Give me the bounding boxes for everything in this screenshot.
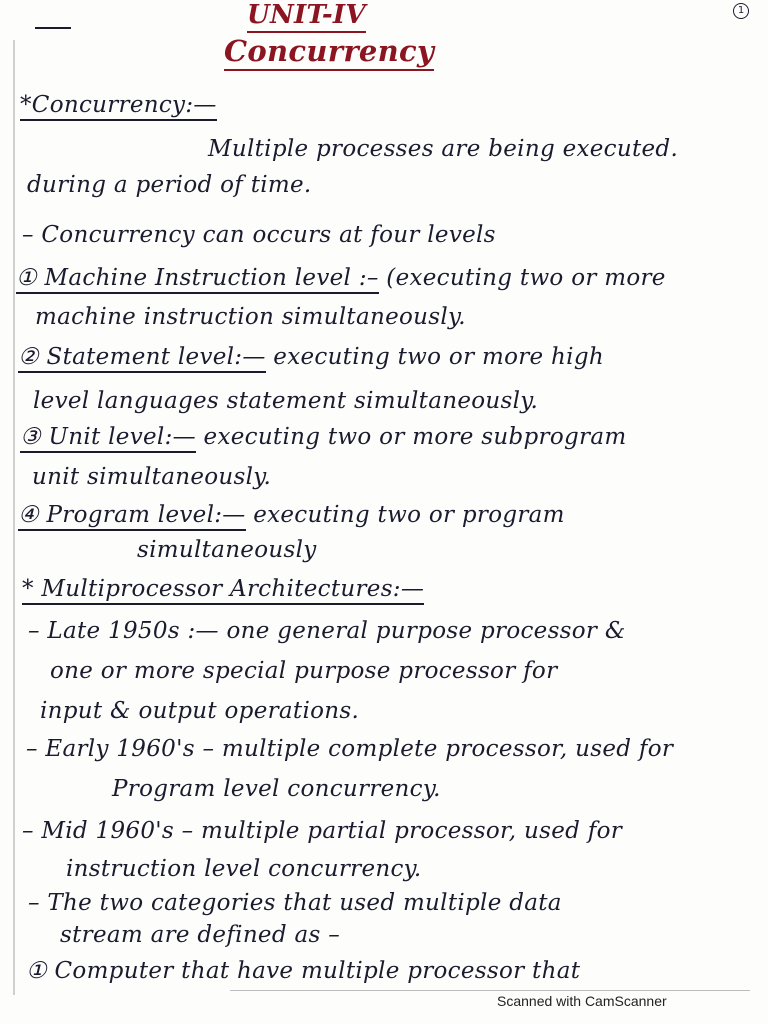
- camscanner-footer: Scanned with CamScanner: [497, 993, 667, 1009]
- early-1960s-line2: Program level concurrency.: [112, 776, 441, 802]
- margin-line: [13, 40, 15, 995]
- level4-line1: [18, 502, 565, 528]
- late-1950s-line3: input & output operations.: [40, 698, 360, 724]
- level1-line1: [16, 265, 666, 291]
- concurrency-heading: *Concurrency:—: [20, 92, 217, 118]
- level1-text-a: (executing two or more: [386, 265, 666, 291]
- level3-text-a: executing two or more subprogram: [203, 424, 627, 450]
- late-1950s-line2: one or more special purpose processor for: [50, 658, 558, 684]
- mid-1960s-line1: – Mid 1960's – multiple partial processor, used for: [22, 818, 623, 844]
- level2-text-a: executing two or more high: [273, 344, 604, 370]
- multiprocessor-heading: * Multiprocessor Architectures:—: [22, 576, 424, 602]
- early-1960s-line1: – Early 1960's – multiple complete processor, used for: [26, 736, 674, 762]
- level2-line2: level languages statement simultaneously.: [33, 388, 539, 414]
- level2-label: ② Statement level:—: [18, 344, 266, 373]
- categories-line1: – The two categories that used multiple data: [28, 890, 562, 916]
- concurrency-definition-line2: during a period of time.: [27, 172, 312, 198]
- level3-label: ③ Unit level:—: [20, 424, 196, 453]
- page-number-circle: 1: [733, 3, 749, 19]
- computer-line: ① Computer that have multiple processor that: [26, 958, 581, 984]
- level1-label: ① Machine Instruction level :–: [16, 265, 379, 294]
- level3-line1: [20, 424, 626, 450]
- concurrency-definition-line1: Multiple processes are being executed.: [208, 136, 679, 162]
- level4-line2: simultaneously: [137, 537, 317, 563]
- level2-line1: [18, 344, 604, 370]
- level4-text-a: executing two or program: [253, 502, 565, 528]
- mid-1960s-line2: instruction level concurrency.: [66, 856, 422, 882]
- categories-line2: stream are defined as –: [60, 922, 341, 948]
- header-dash: [35, 27, 71, 29]
- unit-title: UNIT-IV: [247, 0, 366, 33]
- level3-line2: unit simultaneously.: [32, 464, 272, 490]
- level4-label: ④ Program level:—: [18, 502, 246, 531]
- level1-line2: machine instruction simultaneously.: [35, 304, 466, 330]
- late-1950s-line1: – Late 1950s :— one general purpose processor &: [28, 618, 626, 644]
- topic-title: Concurrency: [224, 34, 434, 71]
- levels-intro: – Concurrency can occurs at four levels: [22, 222, 496, 248]
- bottom-rule: [230, 990, 750, 991]
